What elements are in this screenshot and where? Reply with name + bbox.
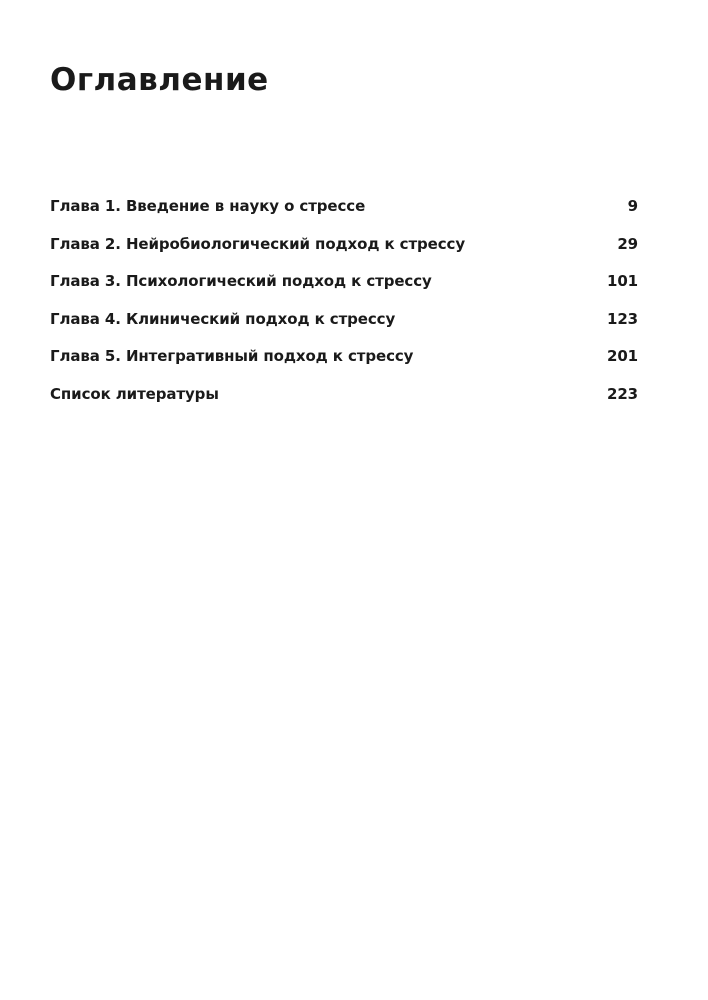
toc-entry-label: Глава 4. Клинический подход к стрессу: [50, 309, 396, 328]
toc-entry-label: Глава 3. Психологический подход к стрессу: [50, 272, 432, 291]
toc-entry-chapter-5[interactable]: [50, 343, 638, 381]
toc-entry-chapter-3[interactable]: [50, 268, 638, 306]
toc-page-number: 223: [606, 384, 638, 403]
toc-entry-label: Глава 5. Интегративный подход к стрессу: [50, 347, 414, 366]
toc-entry-label: Глава 1. Введение в науку о стрессе: [50, 197, 366, 215]
toc-entry-label: Список литературы: [50, 384, 219, 403]
toc-page-number: 101: [606, 272, 638, 291]
toc-page-number: 201: [606, 347, 638, 366]
toc-entry-chapter-1[interactable]: [50, 193, 638, 231]
page-title: Оглавление: [50, 62, 269, 98]
table-of-contents: [50, 193, 638, 419]
toc-entry-chapter-4[interactable]: [50, 306, 638, 344]
toc-entry-label: Глава 2. Нейробиологический подход к стрессу: [50, 234, 466, 253]
toc-entry-chapter-2[interactable]: [50, 231, 638, 269]
toc-page-number: 29: [617, 234, 638, 253]
toc-entry-bibliography[interactable]: [50, 381, 638, 419]
toc-page-number: 9: [627, 197, 638, 215]
toc-page-number: 123: [606, 309, 638, 328]
